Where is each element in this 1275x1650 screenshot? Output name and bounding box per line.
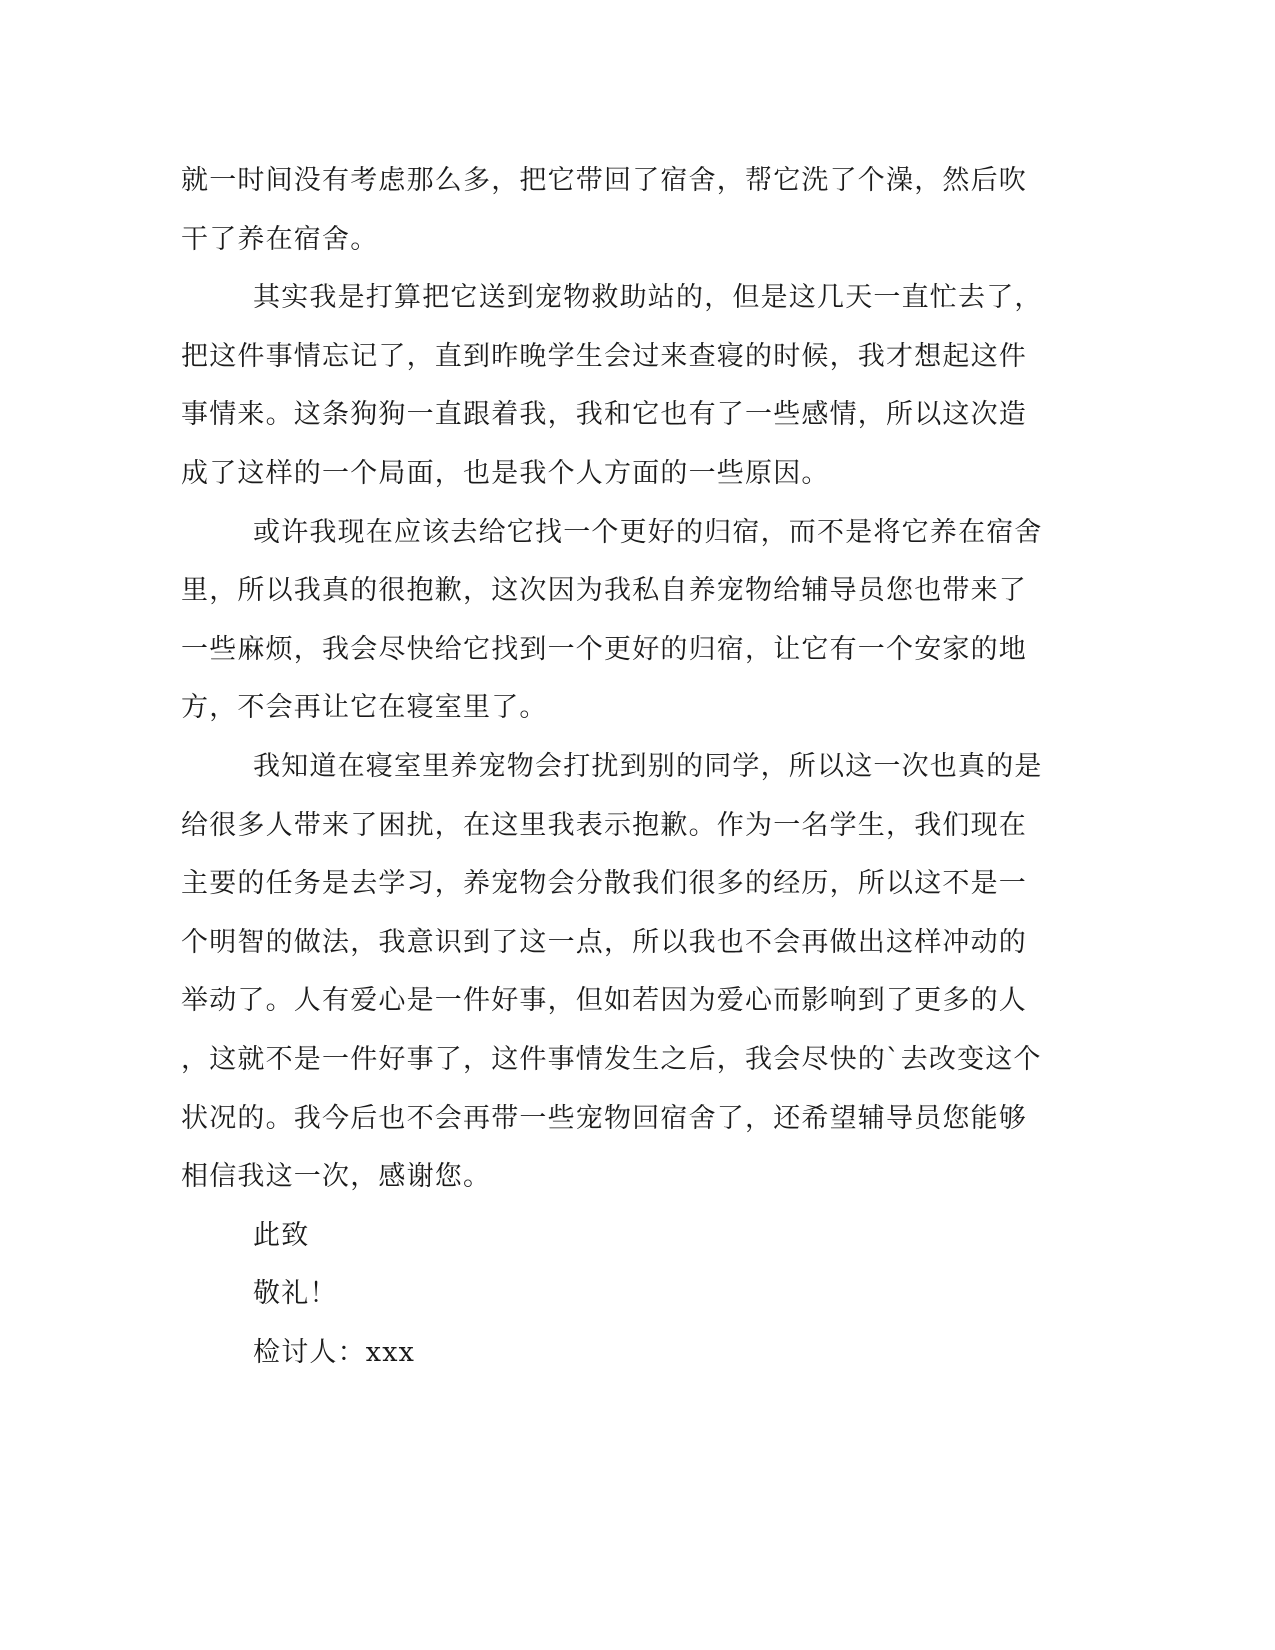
text-line: 事情来。这条狗狗一直跟着我，我和它也有了一些感情，所以这次造 [181,399,1027,431]
text-line: 成了这样的一个局面，也是我个人方面的一些原因。 [181,457,830,489]
text-line: 主要的任务是去学习，养宠物会分散我们很多的经历，所以这不是一 [181,868,1027,900]
text-line: 个明智的做法，我意识到了这一点，所以我也不会再做出这样冲动的 [181,926,1027,958]
text-line: 状况的。我今后也不会再带一些宠物回宿舍了，还希望辅导员您能够 [181,1102,1027,1134]
text-line: 举动了。人有爱心是一件好事，但如若因为爱心而影响到了更多的人 [181,985,1027,1017]
text-line: ，这就不是一件好事了，这件事情发生之后，我会尽快的`去改变这个 [181,1043,1042,1075]
closing-regards: 敬礼！ [253,1278,338,1310]
text-line: 一些麻烦，我会尽快给它找到一个更好的归宿，让它有一个安家的地 [181,633,1027,665]
letter-body [181,152,1041,1382]
text-line: 里，所以我真的很抱歉，这次因为我私自养宠物给辅导员您也带来了 [181,575,1027,607]
paragraph-start-line: 我知道在寝室里养宠物会打扰到别的同学，所以这一次也真的是 [253,750,1043,782]
closing-salutation: 此致 [253,1219,310,1251]
text-line: 把这件事情忘记了，直到昨晚学生会过来查寝的时候，我才想起这件 [181,340,1027,372]
paragraph-start-line: 或许我现在应该去给它找一个更好的归宿，而不是将它养在宿舍 [253,516,1043,548]
paragraph-start-line: 其实我是打算把它送到宠物救助站的，但是这几天一直忙去了， [253,282,1043,314]
text-line: 就一时间没有考虑那么多，把它带回了宿舍，帮它洗了个澡，然后吹 [181,165,1027,196]
text-line: 方，不会再让它在寝室里了。 [181,692,548,724]
text-line: 给很多人带来了困扰，在这里我表示抱歉。作为一名学生，我们现在 [181,809,1027,841]
text-line: 相信我这一次，感谢您。 [181,1161,492,1193]
signature-line: 检讨人：xxx [253,1336,416,1368]
text-line: 干了养在宿舍。 [181,223,379,255]
